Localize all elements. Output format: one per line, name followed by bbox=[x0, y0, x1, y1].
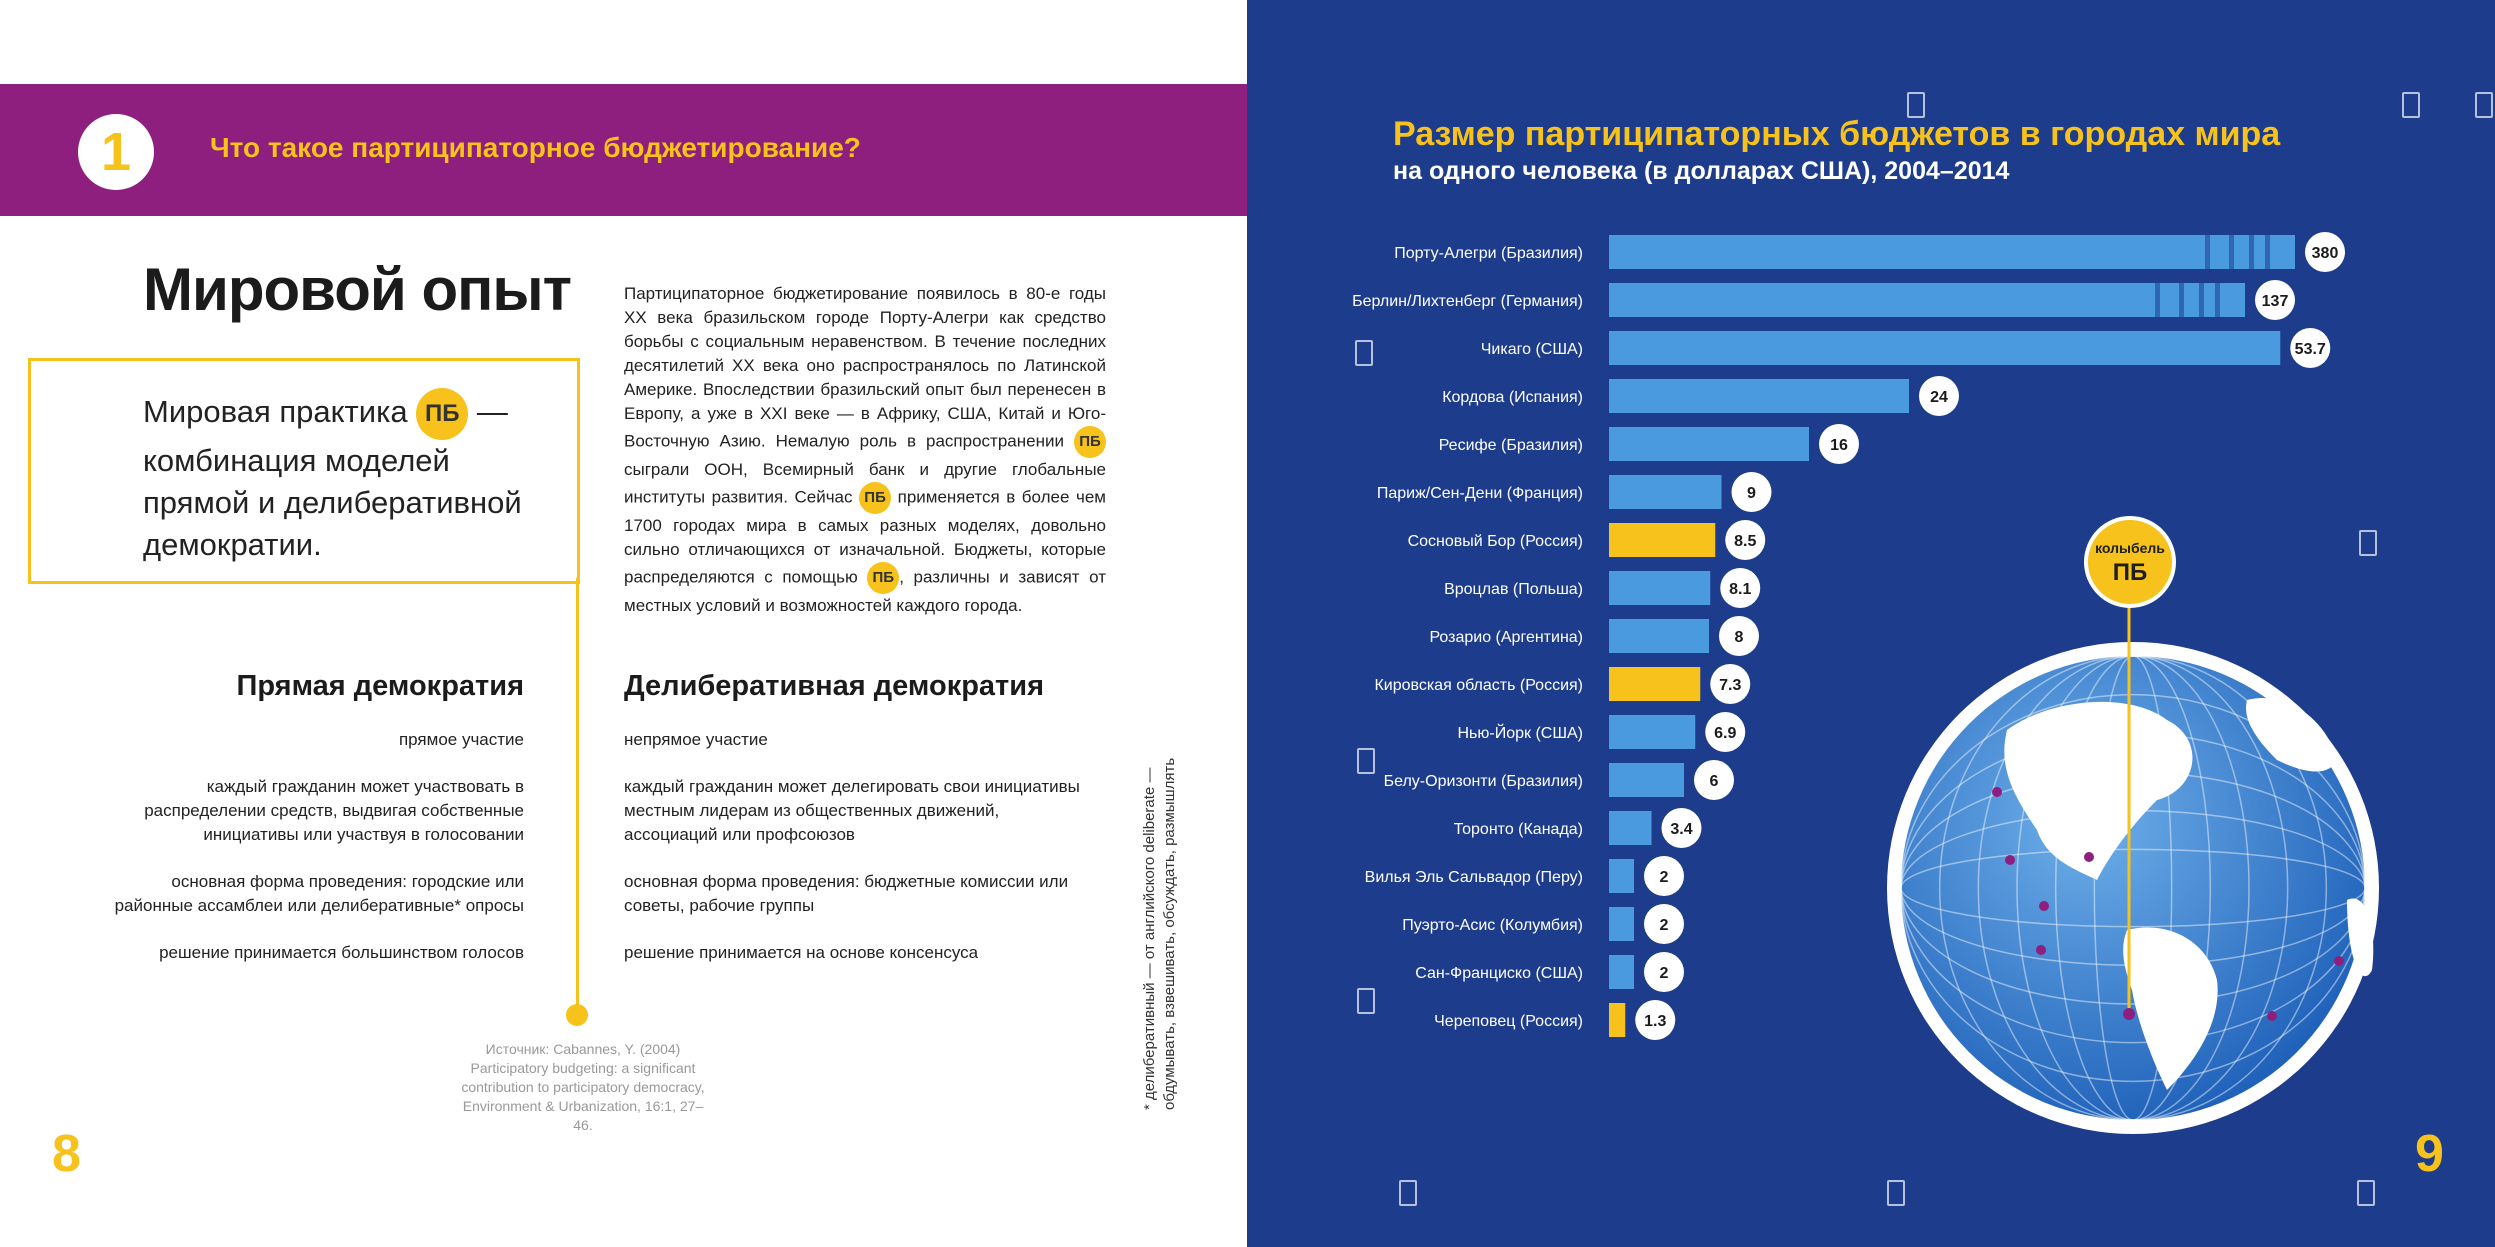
pb-badge: ПБ bbox=[1074, 426, 1106, 458]
bar bbox=[1609, 715, 1695, 749]
divider-line bbox=[576, 578, 579, 1014]
bar-category-label: Торонто (Канада) bbox=[1453, 821, 1583, 838]
budget-bar-chart bbox=[1247, 0, 2495, 1247]
bar-category-label: Сан-Франциско (США) bbox=[1415, 965, 1583, 982]
bar-break-mark bbox=[2179, 283, 2184, 317]
bar bbox=[1609, 427, 1809, 461]
direct-democracy-title: Прямая демократия bbox=[236, 670, 524, 702]
page-heading: Мировой опыт bbox=[143, 256, 571, 323]
left-page bbox=[0, 0, 1247, 1247]
bar-value-label: 2 bbox=[1659, 965, 1669, 982]
bar-category-label: Чикаго (США) bbox=[1480, 341, 1583, 358]
section-title: Что такое партиципаторное бюджетирование? bbox=[210, 132, 861, 163]
bar bbox=[1609, 811, 1652, 845]
bar-value-label: 9 bbox=[1747, 485, 1756, 502]
bar-value-label: 7.3 bbox=[1719, 677, 1742, 694]
bar-category-label: Белу-Оризонти (Бразилия) bbox=[1383, 773, 1583, 790]
bar-break-mark bbox=[2215, 283, 2220, 317]
quote-part1: Мировая практика bbox=[143, 394, 408, 430]
deliberative-item: основная форма проведения: бюджетные комиссии или советы, рабочие группы bbox=[624, 872, 1069, 915]
intro-text-2: сыграли ООН, Всемирный банк и другие глобальные институты развития. Сейчас bbox=[624, 460, 1106, 507]
bar-value-label: 8.5 bbox=[1734, 533, 1757, 550]
bar bbox=[1609, 523, 1715, 557]
bar-value-label: 16 bbox=[1830, 437, 1848, 454]
divider-dot bbox=[566, 1004, 588, 1026]
intro-paragraph bbox=[624, 282, 1106, 618]
pb-badge: ПБ bbox=[867, 562, 899, 594]
cradle-pb: ПБ bbox=[2112, 559, 2148, 586]
quote-text bbox=[143, 388, 563, 566]
bar-value-label: 24 bbox=[1930, 389, 1948, 406]
bar-break-mark bbox=[2229, 235, 2234, 269]
bar-category-label: Порту-Алегри (Бразилия) bbox=[1394, 245, 1583, 262]
bar-category-label: Нью-Йорк (США) bbox=[1457, 725, 1583, 742]
bar-category-label: Берлин/Лихтенберг (Германия) bbox=[1352, 293, 1583, 310]
bar-category-label: Ресифе (Бразилия) bbox=[1438, 437, 1583, 454]
city-dot bbox=[2084, 852, 2094, 862]
chart-subtitle: на одного человека (в долларах США), 2004–2014 bbox=[1393, 157, 2010, 185]
bar bbox=[1609, 571, 1710, 605]
intro-text-3: применяется в более чем 1700 городах мира в самых разных моделях, довольно сильно отличающихся от изначальной. Бюджеты, которые распределяются с помощью bbox=[624, 487, 1106, 587]
city-dot bbox=[2267, 1011, 2277, 1021]
bar bbox=[1609, 859, 1634, 893]
bar bbox=[1609, 1003, 1625, 1037]
deliberative-item: непрямое участие bbox=[624, 730, 768, 749]
pb-badge: ПБ bbox=[416, 388, 468, 440]
bar-value-label: 6 bbox=[1709, 773, 1719, 790]
globe-illustration bbox=[1887, 518, 2379, 1134]
bar-break-mark bbox=[2199, 283, 2204, 317]
bar-category-label: Вилья Эль Сальвадор (Перу) bbox=[1364, 869, 1583, 886]
deliberative-item: решение принимается на основе консенсуса bbox=[624, 943, 979, 962]
direct-item: основная форма проведения: городские или районные ассамблеи или делиберативные* опросы bbox=[114, 872, 524, 915]
bar-value-label: 8 bbox=[1734, 629, 1744, 646]
city-dot bbox=[1992, 787, 2002, 797]
direct-democracy-list bbox=[110, 728, 524, 988]
bar bbox=[1609, 907, 1634, 941]
city-dot bbox=[2005, 855, 2015, 865]
deliberative-democracy-list bbox=[624, 728, 1094, 988]
bar-value-label: 53.7 bbox=[2294, 341, 2326, 358]
city-dot bbox=[2036, 945, 2046, 955]
pb-badge: ПБ bbox=[859, 482, 891, 514]
intro-text-4: , различны и зависят от местных условий и возможностей каждого города. bbox=[624, 567, 1106, 615]
bar-break-mark bbox=[2205, 235, 2210, 269]
bar-value-label: 1.3 bbox=[1644, 1013, 1667, 1030]
bar bbox=[1609, 331, 2280, 365]
cradle-pin-dot bbox=[2123, 1008, 2135, 1020]
bar-category-label: Вроцлав (Польша) bbox=[1444, 581, 1583, 598]
bar-category-label: Кордова (Испания) bbox=[1442, 389, 1583, 406]
bar bbox=[1609, 283, 2245, 317]
quote-part2: — комбинация моделей прямой и делиберативной демократии. bbox=[143, 394, 522, 562]
bar-break-mark bbox=[2265, 235, 2270, 269]
bar-break-mark bbox=[2249, 235, 2254, 269]
bar-category-label: Париж/Сен-Дени (Франция) bbox=[1376, 485, 1583, 502]
right-page bbox=[1247, 0, 2495, 1247]
bar-category-label: Розарио (Аргентина) bbox=[1429, 629, 1583, 646]
bar-break-mark bbox=[2155, 283, 2160, 317]
bar-category-label: Череповец (Россия) bbox=[1434, 1013, 1583, 1030]
cradle-label: колыбель bbox=[2095, 540, 2165, 556]
page-number-right: 9 bbox=[2415, 1125, 2444, 1183]
bar bbox=[1609, 235, 2295, 269]
bar bbox=[1609, 667, 1700, 701]
bar-value-label: 3.4 bbox=[1670, 821, 1693, 838]
city-dot bbox=[2039, 901, 2049, 911]
bar bbox=[1609, 955, 1634, 989]
bar-value-label: 6.9 bbox=[1714, 725, 1737, 742]
bar-category-label: Кировская область (Россия) bbox=[1374, 677, 1583, 694]
section-number-badge: 1 bbox=[78, 114, 154, 190]
bar-value-label: 380 bbox=[2311, 245, 2339, 262]
direct-item: каждый гражданин может участвовать в распределении средств, выдвигая собственные инициативы или участвуя в голосовании bbox=[144, 777, 524, 844]
bar-value-label: 137 bbox=[2261, 293, 2289, 310]
bar bbox=[1609, 379, 1909, 413]
bar-value-label: 2 bbox=[1659, 917, 1669, 934]
bar bbox=[1609, 763, 1684, 797]
bar bbox=[1609, 619, 1709, 653]
bar bbox=[1609, 475, 1722, 509]
bar-category-label: Пуэрто-Асис (Колумбия) bbox=[1402, 917, 1583, 934]
chart-title: Размер партиципаторных бюджетов в городах мира bbox=[1393, 115, 2281, 153]
deliberative-democracy-title: Делиберативная демократия bbox=[624, 670, 1045, 702]
intro-text-1: Партиципаторное бюджетирование появилось в 80-е годы XX века бразильском городе Порту-Алегри как средство борьбы с социальным неравенством. В течение последних десятилетий XX века оно распространялось по Латинской Америке. Впоследствии бразильский опыт был перенесен в Европу, а уже в XXI веке — в Африку, США, Китай и Юго-Восточную Азию. Немалую роль в распространении bbox=[624, 284, 1106, 451]
direct-item: решение принимается большинством голосов bbox=[159, 943, 524, 962]
deliberative-item: каждый гражданин может делегировать свои инициативы местным лидерам из общественных движений, ассоциаций или профсоюзов bbox=[624, 777, 1080, 844]
footnote: * делиберативный — от английского deliberate — обдумывать, взвешивать, обсуждать, размышлять bbox=[1141, 757, 1178, 1110]
bar-value-label: 8.1 bbox=[1729, 581, 1752, 598]
city-dot bbox=[2334, 956, 2344, 966]
direct-item: прямое участие bbox=[398, 730, 524, 749]
source-note: Источник: Cabannes, Y. (2004) Participatory budgeting: a significant contribution to participatory democracy, Environment & Urbanization, 16:1, 27–46. bbox=[461, 1041, 705, 1133]
page-number-left: 8 bbox=[52, 1125, 81, 1183]
bar-value-label: 2 bbox=[1659, 869, 1669, 886]
bar-category-label: Сосновый Бор (Россия) bbox=[1407, 533, 1583, 550]
